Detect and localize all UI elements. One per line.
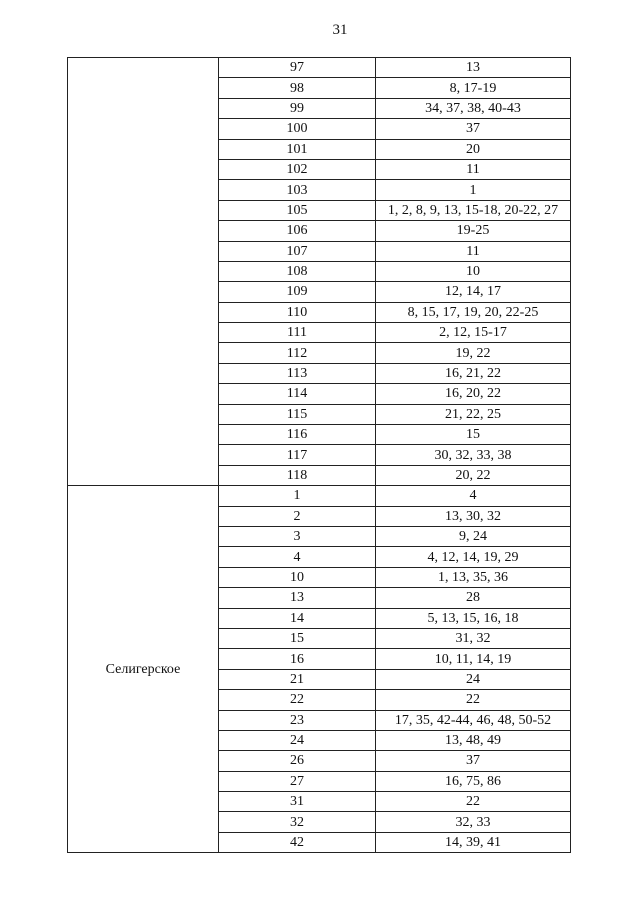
block-number-cell: 22 bbox=[219, 690, 376, 710]
block-number-cell: 1 bbox=[219, 486, 376, 506]
plot-numbers-cell: 31, 32 bbox=[376, 628, 571, 648]
block-number-cell: 114 bbox=[219, 384, 376, 404]
plot-numbers-cell: 19, 22 bbox=[376, 343, 571, 363]
block-number-cell: 14 bbox=[219, 608, 376, 628]
plot-numbers-cell: 17, 35, 42-44, 46, 48, 50-52 bbox=[376, 710, 571, 730]
plot-numbers-cell: 20 bbox=[376, 139, 571, 159]
plot-numbers-cell: 1 bbox=[376, 180, 571, 200]
block-number-cell: 32 bbox=[219, 812, 376, 832]
plot-numbers-cell: 22 bbox=[376, 792, 571, 812]
table-body bbox=[68, 58, 571, 853]
plot-numbers-cell: 1, 13, 35, 36 bbox=[376, 567, 571, 587]
plot-numbers-cell: 14, 39, 41 bbox=[376, 832, 571, 852]
plot-numbers-cell: 37 bbox=[376, 751, 571, 771]
block-number-cell: 116 bbox=[219, 425, 376, 445]
plot-numbers-cell: 2, 12, 15-17 bbox=[376, 323, 571, 343]
forestry-district-cell bbox=[68, 58, 219, 486]
block-number-cell: 106 bbox=[219, 221, 376, 241]
forest-plots-table bbox=[67, 57, 571, 853]
plot-numbers-cell: 24 bbox=[376, 669, 571, 689]
plot-numbers-cell: 1, 2, 8, 9, 13, 15-18, 20-22, 27 bbox=[376, 200, 571, 220]
table-row bbox=[68, 58, 571, 78]
plot-numbers-cell: 10 bbox=[376, 261, 571, 281]
page-number: 31 bbox=[332, 22, 348, 38]
plot-numbers-cell: 22 bbox=[376, 690, 571, 710]
block-number-cell: 10 bbox=[219, 567, 376, 587]
block-number-cell: 118 bbox=[219, 465, 376, 485]
block-number-cell: 112 bbox=[219, 343, 376, 363]
block-number-cell: 23 bbox=[219, 710, 376, 730]
plot-numbers-cell: 11 bbox=[376, 241, 571, 261]
block-number-cell: 15 bbox=[219, 628, 376, 648]
block-number-cell: 108 bbox=[219, 261, 376, 281]
plot-numbers-cell: 32, 33 bbox=[376, 812, 571, 832]
plot-numbers-cell: 16, 75, 86 bbox=[376, 771, 571, 791]
block-number-cell: 117 bbox=[219, 445, 376, 465]
block-number-cell: 110 bbox=[219, 302, 376, 322]
block-number-cell: 26 bbox=[219, 751, 376, 771]
table-row bbox=[68, 486, 571, 506]
block-number-cell: 3 bbox=[219, 526, 376, 546]
block-number-cell: 105 bbox=[219, 200, 376, 220]
plot-numbers-cell: 12, 14, 17 bbox=[376, 282, 571, 302]
plot-numbers-cell: 13, 30, 32 bbox=[376, 506, 571, 526]
plot-numbers-cell: 30, 32, 33, 38 bbox=[376, 445, 571, 465]
plot-numbers-cell: 9, 24 bbox=[376, 526, 571, 546]
plot-numbers-cell: 13, 48, 49 bbox=[376, 730, 571, 750]
plot-numbers-cell: 10, 11, 14, 19 bbox=[376, 649, 571, 669]
plot-numbers-cell: 4, 12, 14, 19, 29 bbox=[376, 547, 571, 567]
block-number-cell: 100 bbox=[219, 119, 376, 139]
plot-numbers-cell: 4 bbox=[376, 486, 571, 506]
plot-numbers-cell: 16, 20, 22 bbox=[376, 384, 571, 404]
block-number-cell: 24 bbox=[219, 730, 376, 750]
plot-numbers-cell: 11 bbox=[376, 159, 571, 179]
plot-numbers-cell: 15 bbox=[376, 425, 571, 445]
block-number-cell: 42 bbox=[219, 832, 376, 852]
block-number-cell: 99 bbox=[219, 98, 376, 118]
plot-numbers-cell: 19-25 bbox=[376, 221, 571, 241]
block-number-cell: 4 bbox=[219, 547, 376, 567]
block-number-cell: 21 bbox=[219, 669, 376, 689]
block-number-cell: 109 bbox=[219, 282, 376, 302]
block-number-cell: 13 bbox=[219, 588, 376, 608]
plot-numbers-cell: 13 bbox=[376, 58, 571, 78]
block-number-cell: 107 bbox=[219, 241, 376, 261]
block-number-cell: 97 bbox=[219, 58, 376, 78]
plot-numbers-cell: 5, 13, 15, 16, 18 bbox=[376, 608, 571, 628]
block-number-cell: 98 bbox=[219, 78, 376, 98]
forestry-district-cell: Селигерское bbox=[68, 486, 219, 853]
block-number-cell: 102 bbox=[219, 159, 376, 179]
block-number-cell: 31 bbox=[219, 792, 376, 812]
block-number-cell: 101 bbox=[219, 139, 376, 159]
plot-numbers-cell: 8, 17-19 bbox=[376, 78, 571, 98]
plot-numbers-cell: 34, 37, 38, 40-43 bbox=[376, 98, 571, 118]
plot-numbers-cell: 20, 22 bbox=[376, 465, 571, 485]
plot-numbers-cell: 16, 21, 22 bbox=[376, 363, 571, 383]
plot-numbers-cell: 28 bbox=[376, 588, 571, 608]
block-number-cell: 103 bbox=[219, 180, 376, 200]
plot-numbers-cell: 8, 15, 17, 19, 20, 22-25 bbox=[376, 302, 571, 322]
plot-numbers-cell: 21, 22, 25 bbox=[376, 404, 571, 424]
block-number-cell: 115 bbox=[219, 404, 376, 424]
plot-numbers-cell: 37 bbox=[376, 119, 571, 139]
block-number-cell: 2 bbox=[219, 506, 376, 526]
block-number-cell: 113 bbox=[219, 363, 376, 383]
block-number-cell: 16 bbox=[219, 649, 376, 669]
block-number-cell: 111 bbox=[219, 323, 376, 343]
block-number-cell: 27 bbox=[219, 771, 376, 791]
